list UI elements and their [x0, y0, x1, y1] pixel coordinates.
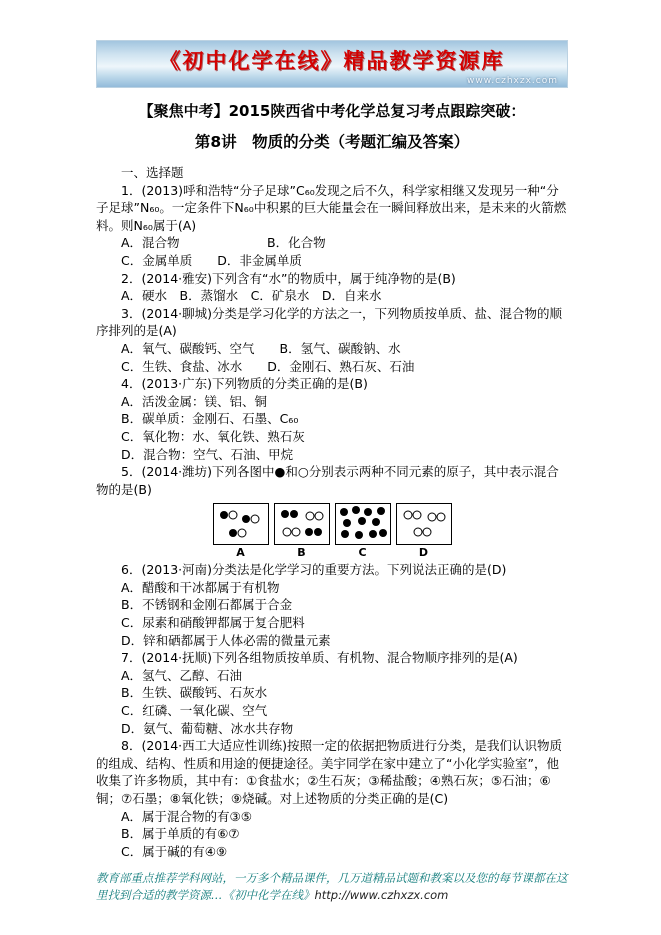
- option-text: A．醋酸和干冰都属于有机物: [121, 579, 280, 595]
- molecule-box-label: D: [418, 546, 429, 560]
- option-text: A．活泼金属：镁、铝、铜: [121, 393, 268, 409]
- option-text: A．氧气、碳酸钙、空气 B．氢气、碳酸钠、水: [121, 340, 401, 356]
- question-text: 6．(2013·河南)分类法是化学学习的重要方法。下列说法正确的是(D): [121, 562, 507, 578]
- question-text: 5．(2014·潍坊)下列各图中●和○分别表示两种不同元素的原子，其中表示混合物的是(B): [96, 464, 559, 497]
- molecule-box-D: [396, 503, 452, 559]
- option-text: A．硬水 B．蒸馏水 C．矿泉水 D．自来水: [121, 288, 382, 304]
- option-text: A．氢气、乙醇、石油: [121, 667, 243, 683]
- section-heading: 一、选择题: [121, 165, 184, 180]
- molecule-box-graphic: [335, 503, 391, 545]
- option-text: B．不锈钢和金刚石都属于合金: [121, 597, 293, 613]
- option-text: D．混合物：空气、石油、甲烷: [121, 446, 294, 462]
- molecule-box-C: [335, 503, 391, 559]
- option-text: B．属于单质的有⑥⑦: [121, 826, 240, 842]
- option-text: C．尿素和硝酸钾都属于复合肥料: [121, 615, 305, 631]
- molecule-box-graphic: [274, 503, 330, 545]
- footer-promo: [96, 870, 568, 904]
- document-body: [96, 164, 568, 860]
- footer-text: 教育部重点推荐学科网站，一万多个精品课件，几万道精品试题和教案以及您的每节课都在这里找到合适的教学资源…《初中化学在线》: [96, 871, 568, 903]
- question-text: 4．(2013·广东)下列物质的分类正确的是(B): [121, 376, 368, 392]
- question-text: 1．(2013)呼和浩特“分子足球”C₆₀发现之后不久，科学家相继又发现另一种“分子足球”N₆₀。一定条件下N₆₀中积累的巨大能量会在一瞬间释放出来，是未来的火箭燃料。则N₆₀属于(A): [96, 182, 567, 233]
- option-text: D．氨气、葡萄糖、冰水共存物: [121, 720, 294, 736]
- option-text: C．生铁、食盐、冰水 D．金刚石、熟石灰、石油: [121, 358, 415, 374]
- molecule-box-label: C: [358, 546, 367, 560]
- question-text: 7．(2014·抚顺)下列各组物质按单质、有机物、混合物顺序排列的是(A): [121, 650, 518, 666]
- molecule-box-label: A: [236, 546, 245, 560]
- question-text: 2．(2014·雅安)下列含有“水”的物质中，属于纯净物的是(B): [121, 270, 456, 286]
- option-text: B．碳单质：金刚石、石墨、C₆₀: [121, 411, 299, 427]
- molecule-box-A: [213, 503, 269, 559]
- option-text: C．红磷、一氧化碳、空气: [121, 703, 268, 719]
- option-text: A．属于混合物的有③⑤: [121, 808, 252, 824]
- option-text: D．锌和硒都属于人体必需的微量元素: [121, 632, 331, 648]
- molecule-box-B: [274, 503, 330, 559]
- molecule-diagram: [96, 503, 568, 559]
- site-banner: [96, 40, 568, 88]
- question-text: 8．(2014·西工大适应性训练)按照一定的依据把物质进行分类，是我们认识物质的组成、结构、性质和用途的便捷途径。美宇同学在家中建立了“小化学实验室”，他收集了许多物质，其中有：①食盐水；②生石灰；③稀盐酸；④熟石灰；⑤石油；⑥铜；⑦石墨；⑧氧化铁；⑨烧碱。对上述物质的分类正确的是(C): [96, 738, 562, 806]
- question-text: 3．(2014·聊城)分类是学习化学的方法之一，下列物质按单质、盐、混合物的顺序排列的是(A): [96, 305, 562, 339]
- option-text: B．生铁、碳酸钙、石灰水: [121, 685, 268, 701]
- molecule-box-label: B: [297, 546, 306, 560]
- option-text: C．金属单质 D．非金属单质: [121, 252, 302, 268]
- document-subtitle: 第8讲 物质的分类（考题汇编及答案）: [194, 133, 470, 151]
- option-text: A．混合物 B．化合物: [121, 235, 326, 251]
- option-text: C．氧化物：水、氧化铁、熟石灰: [121, 428, 305, 444]
- molecule-box-graphic: [213, 503, 269, 545]
- banner-title: 《初中化学在线》精品教学资源库: [159, 48, 505, 73]
- footer-url-link[interactable]: http://www.czhxzx.com: [314, 888, 449, 903]
- document-title: 【聚焦中考】2015陕西省中考化学总复习考点跟踪突破：: [138, 102, 526, 120]
- option-text: C．属于碱的有④⑨: [121, 843, 228, 859]
- molecule-box-graphic: [396, 503, 452, 545]
- banner-url: www.czhxzx.com: [467, 76, 558, 86]
